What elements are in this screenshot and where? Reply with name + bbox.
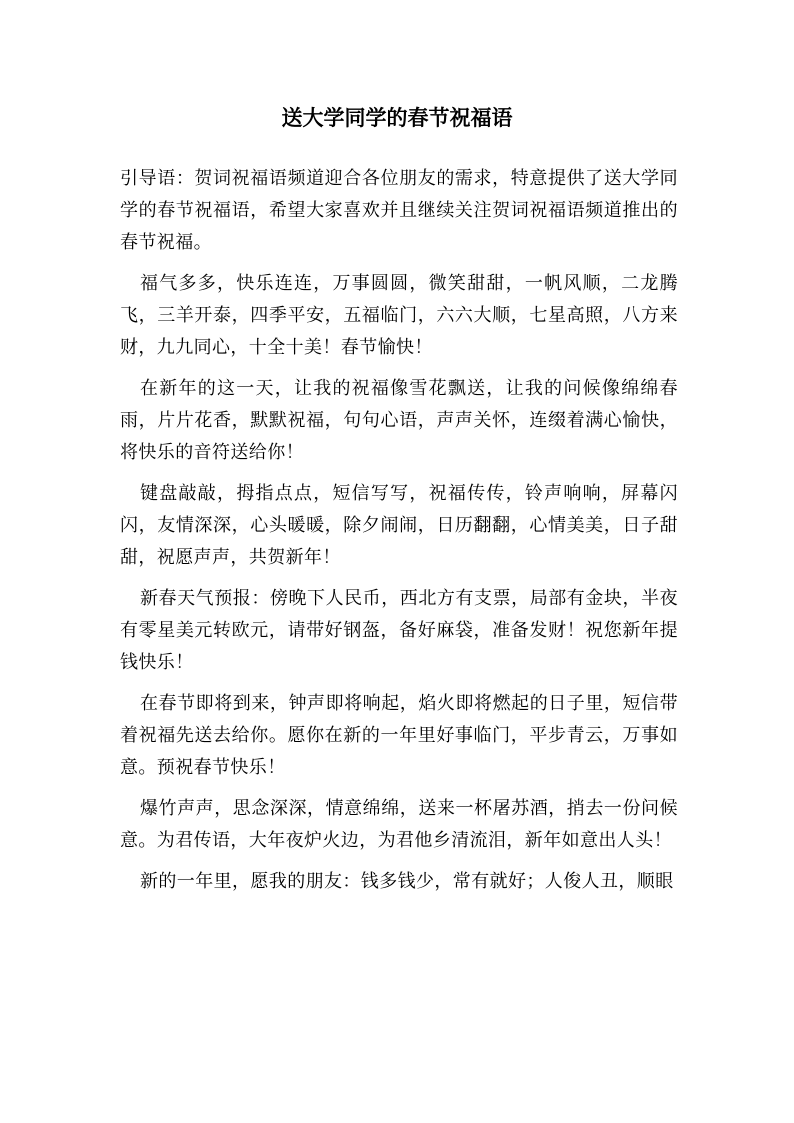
- document-body: [120, 163, 678, 907]
- blessing-paragraph: 爆竹声声，思念深深，情意绵绵，送来一杯屠苏酒，捎去一份问候意。为君传语，大年夜炉火边，为君他乡清流泪，新年如意出人头！: [120, 798, 678, 851]
- intro-paragraph: 引导语：贺词祝福语频道迎合各位朋友的需求，特意提供了送大学同学的春节祝福语，希望大家喜欢并且继续关注贺词祝福语频道推出的春节祝福。: [120, 168, 678, 253]
- blessing-paragraph: 福气多多，快乐连连，万事圆圆，微笑甜甜，一帆风顺，二龙腾飞，三羊开泰，四季平安，五福临门，六六大顺，七星高照，八方来财，九九同心，十全十美！春节愉快！: [120, 273, 678, 358]
- blessing-paragraph: 键盘敲敲，拇指点点，短信写写，祝福传传，铃声响响，屏幕闪闪，友情深深，心头暖暖，除夕闹闹，日历翻翻，心情美美，日子甜甜，祝愿声声，共贺新年！: [120, 483, 678, 568]
- document-title: 送大学同学的春节祝福语: [281, 105, 513, 130]
- blessing-paragraph: 新春天气预报：傍晚下人民币，西北方有支票，局部有金块，半夜有零星美元转欧元，请带好钢盔，备好麻袋，准备发财！祝您新年提钱快乐！: [120, 588, 678, 673]
- blessing-paragraph: 在新年的这一天，让我的祝福像雪花飘送，让我的问候像绵绵春雨，片片花香，默默祝福，句句心语，声声关怀，连缀着满心愉快，将快乐的音符送给你！: [120, 378, 678, 463]
- blessing-paragraph: 在春节即将到来，钟声即将响起，焰火即将燃起的日子里，短信带着祝福先送去给你。愿你在新的一年里好事临门，平步青云，万事如意。预祝春节快乐！: [120, 693, 678, 778]
- blessing-paragraph: 新的一年里，愿我的朋友：钱多钱少，常有就好；人俊人丑，顺眼: [140, 871, 674, 892]
